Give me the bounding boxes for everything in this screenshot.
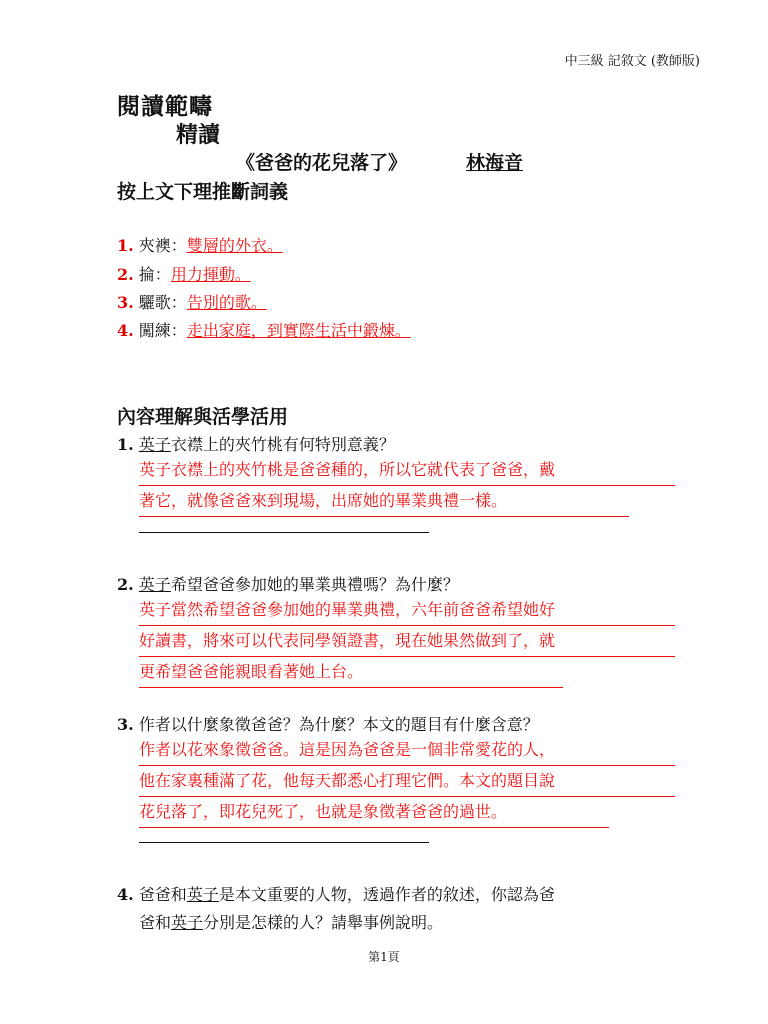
question-3 [117,712,677,735]
question-text: 爸和 [139,913,172,932]
question-text: 希望爸爸參加她的畢業典禮嗎？為什麼？ [170,575,459,594]
question-2 [117,572,677,595]
answer-line: 著它，就像爸爸來到現場，出席她的畢業典禮一樣。 [139,486,629,517]
comprehension-heading: 內容理解與活學活用 [117,406,289,428]
vocab-term: 闖練： [138,321,187,340]
character-name: 英子 [171,913,204,932]
vocab-number: 3. [117,293,134,312]
vocab-number: 1. [117,236,134,255]
question-number: 4. [117,885,134,904]
vocab-heading: 按上文下理推斷詞義 [117,181,289,203]
answer-line: 英子當然希望爸爸參加她的畢業典禮，六年前爸爸希望她好 [139,595,675,626]
vocab-item [117,318,425,341]
header-course-label: 中三級 記敘文 (教師版) [564,54,700,69]
answer-line: 好讀書，將來可以代表同學領證書，現在她果然做到了，就 [139,626,675,657]
question-number: 3. [117,715,134,734]
answer-blank-line [139,842,429,843]
vocab-answer: 走出家庭，到實際生活中鍛煉。 [186,321,411,340]
author-name: 林海音 [466,152,524,174]
answer-line: 作者以花來象徵爸爸。這是因為爸爸是一個非常愛花的人， [139,735,675,766]
vocab-term: 夾襖： [138,236,187,255]
page-number: 第1頁 [368,950,400,964]
character-name: 英子 [186,885,219,904]
question-text: 是本文重要的人物，透過作者的敘述，你認為爸 [218,885,555,904]
work-title: 《爸爸的花兒落了》 [236,152,408,174]
question-number: 2. [117,575,134,594]
answer-line: 英子衣襟上的夾竹桃是爸爸種的，所以它就代表了爸爸，戴 [139,455,675,486]
character-name: 英子 [138,435,171,454]
answer-1 [139,455,675,517]
vocab-number: 4. [117,321,134,340]
answer-blank-line [139,532,429,533]
vocab-answer: 雙層的外衣。 [186,236,283,255]
question-4-line-2 [139,910,699,933]
vocab-answer: 告別的歌。 [186,293,267,312]
answer-2 [139,595,675,688]
page-title: 閱讀範疇 [117,93,213,120]
answer-line: 更希望爸爸能親眼看著她上台。 [139,657,563,688]
answer-3 [139,735,675,828]
vocab-item [117,262,265,285]
question-number: 1. [117,435,134,454]
vocab-term: 驪歌： [138,293,187,312]
question-4 [117,882,677,905]
vocab-item [117,290,281,313]
question-text: 爸爸和 [138,885,187,904]
question-text: 作者以什麼象徵爸爸？為什麼？本文的題目有什麼含意？ [138,715,539,734]
vocab-answer: 用力揮動。 [170,265,251,284]
vocab-item [117,233,297,256]
question-text: 分別是怎樣的人？請舉事例說明。 [203,913,444,932]
question-1 [117,432,677,455]
character-name: 英子 [138,575,171,594]
question-text: 衣襟上的夾竹桃有何特別意義？ [170,435,395,454]
answer-line: 他在家裏種滿了花，他每天都悉心打理它們。本文的題目說 [139,766,675,797]
answer-line: 花兒落了，即花兒死了，也就是象徵著爸爸的過世。 [139,797,609,828]
vocab-number: 2. [117,265,134,284]
vocab-term: 掄： [138,265,171,284]
page-subtitle: 精讀 [176,122,221,148]
